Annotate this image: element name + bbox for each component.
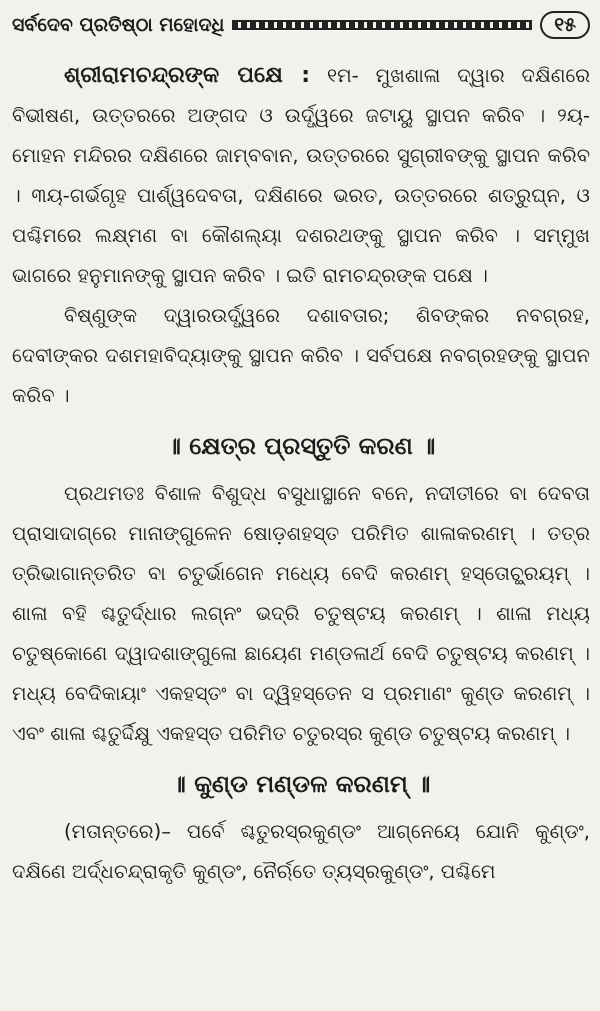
paragraph-deities: ବିଷ୍ଣୁଙ୍କ ଦ୍ୱାରଉର୍ଦ୍ଧ୍ୱରେ ଦଶାବତାର; ଶିବଙ୍କର ନବଗ୍ରହ, ଦେବୀଙ୍କର ଦଶମହାବିଦ୍ୟାଙ୍କୁ ସ୍ଥାପନ କରିବ । ସର୍ବପକ୍ଷେ ନବଗ୍ରହଙ୍କୁ ସ୍ଥାପନ କରିବ । [12, 304, 590, 407]
paragraph-kshetra: ପ୍ରଥମତଃ ବିଶାଳ ବିଶୁଦ୍ଧ ବସୁଧାସ୍ଥାନେ ବନେ, ନଦୀତୀରେ ବା ଦେବତା ପ୍ରାସାଦାଗ୍ରେ ମାନାଙ୍ଗୁଳେନ ଷୋଡ଼ଶହସ୍ତ ପରିମିତ ଶାଳାକରଣମ୍ । ତତ୍ର ତ୍ରିଭାଗାନ୍ତରିତ ବା ଚତୁର୍ଭାଗେନ ମଧ୍ୟେ ବେଦି କରଣମ୍ ହସ୍ତୋଚ୍ଛ୍ରୟମ୍ । ଶାଳା ବହି ଶ୍ଚତୁର୍ଦ୍ଧାର ଲଗ୍ନଂ ଭଦ୍ରି ଚତୁଷ୍ଟୟ କରଣମ୍ । ଶାଳା ମଧ୍ୟ ଚତୁଷ୍କୋଣେ ଦ୍ୱାଦଶାଙ୍ଗୁଳୋ ଛାୟେଣ ମଣ୍ଡଳାର୍ଥ ବେଦି ଚତୁଷ୍ଟୟ କରଣମ୍ । ମଧ୍ୟ ବେଦିକାୟାଂ ଏକହସ୍ତଂ ବା ଦ୍ୱିହସ୍ତେନ ସ ପ୍ରମାଣଂ କୁଣ୍ଡ କରଣମ୍ । ଏବଂ ଶାଳା ଶ୍ଚତୁର୍ଦ୍ଦିକ୍ଷୁ ଏକହସ୍ତ ପରିମିତ ଚତୁରସ୍ର କୁଣ୍ଡ ଚତୁଷ୍ଟୟ କରଣମ୍ । [12, 482, 590, 745]
running-title: ସର୍ବଦେବ ପ୍ରତିଷ୍ଠା ମହୋଦଧି [12, 14, 225, 36]
header-decorative-rule [232, 20, 532, 30]
page-header [12, 8, 590, 42]
section-heading-kunda: ॥ କୁଣ୍ଡ ମଣ୍ଡଳ କରଣମ୍ ॥ [171, 770, 431, 798]
paragraph-lead: ଶ୍ରୀରାମଚନ୍ଦ୍ରଙ୍କ ପକ୍ଷେ : [64, 63, 310, 88]
page-body [12, 56, 590, 892]
page-number: ୧୫ [540, 11, 590, 39]
paragraph-kunda: (ମତାନ୍ତରେ)– ପର୍ବେ ଶ୍ଚତୁରସ୍ରକୁଣ୍ଡଂ ଆଗ୍ନେୟେ ଯୋନି କୁଣ୍ଡଂ, ଦକ୍ଷିଣେ ଅର୍ଦ୍ଧଚନ୍ଦ୍ରାକୃତି କୁଣ୍ଡଂ, ନୈର୍ଋତେ ତ୍ୟସ୍ରକୁଣ୍ଡଂ, ପଶ୍ଚିମେ [12, 820, 590, 883]
paragraph-rama-side [12, 56, 590, 296]
paragraph-text: ୧ମ- ମୁଖଶାଳା ଦ୍ୱାର ଦକ୍ଷିଣରେ ବିଭୀଷଣ, ଉତ୍ତରରେ ଅଙ୍ଗଦ ଓ ଉର୍ଦ୍ଧ୍ୱରେ ଜଟାୟୁ ସ୍ଥାପନ କରିବ । ୨ୟ-ମୋହନ ମନ୍ଦିରର ଦକ୍ଷିଣରେ ଜାମ୍ବବାନ, ଉତ୍ତରରେ ସୁଗ୍ରୀବଙ୍କୁ ସ୍ଥାପନ କରିବ । ୩ୟ-ଗର୍ଭଗୃହ ପାର୍ଶ୍ୱଦେବତା, ଦକ୍ଷିଣରେ ଭରତ, ଉତ୍ତରରେ ଶତ୍ରୁଘ୍ନ, ଓ ପଶ୍ଚିମରେ ଲକ୍ଷ୍ମଣ ବା କୌଶଲ୍ୟା ଦଶରଥଙ୍କୁ ସ୍ଥାପନ କରିବ । ସମ୍ମୁଖ ଭାଗରେ ହନୁମାନଙ୍କୁ ସ୍ଥାପନ କରିବ । ଇତି ରାମଚନ୍ଦ୍ରଙ୍କ ପକ୍ଷେ । [12, 64, 591, 287]
section-heading-kshetra: ॥ କ୍ଷେତ୍ର ପ୍ରସ୍ତୁତି କରଣ ॥ [166, 432, 436, 460]
